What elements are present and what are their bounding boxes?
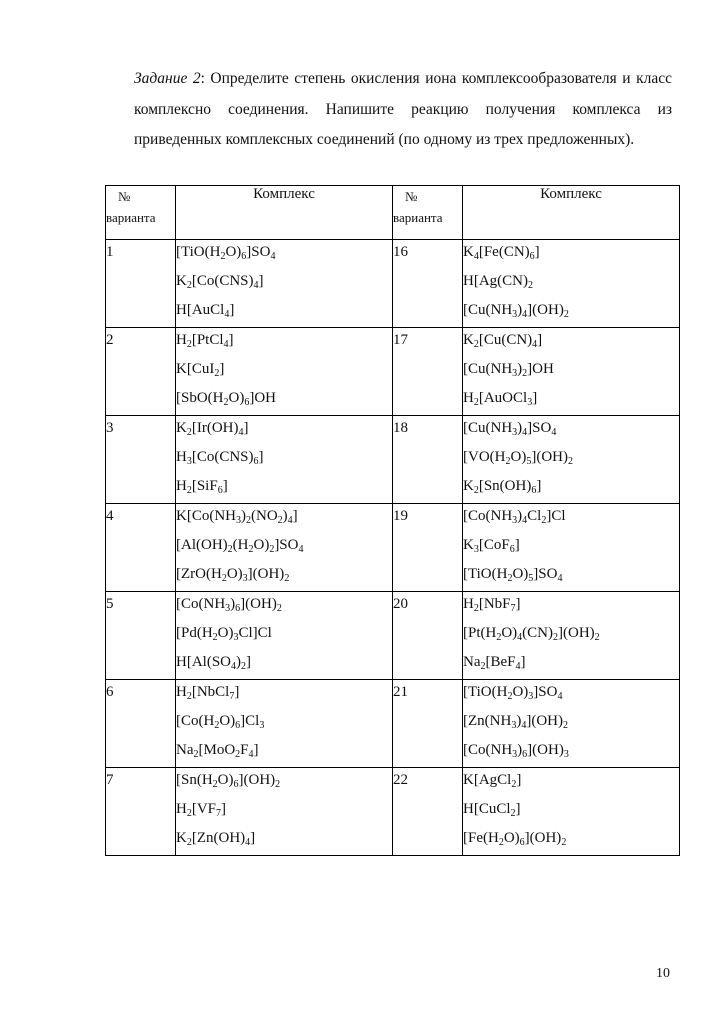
complex-list: [463, 680, 680, 768]
complex-formula: K[CuI$_2$]: [176, 361, 225, 379]
complex-formula: $[Sn(H_2O)_6](OH)_2$: [176, 772, 281, 790]
complex-formula: $H[Al(SO_4)_2]$: [176, 654, 251, 672]
complex-formula: $K_4[Fe(CN)_6]$: [463, 244, 540, 262]
complex-formula: $K_2[Zn(OH)_4]$: [176, 830, 256, 848]
complex-formula: $[Co(NH_3)_4Cl_2]Cl$: [463, 508, 566, 526]
complex-header: Комплекс: [176, 186, 393, 240]
complex-formula: $H_2[NbF_7]$: [463, 596, 521, 614]
complex-formula: $[VO(H_2O)_5](OH)_2$: [463, 449, 573, 467]
variant-number: 19: [393, 504, 463, 592]
table-row: [106, 416, 680, 504]
table-header-row: [106, 186, 680, 240]
complexes-table: [105, 185, 680, 856]
complex-formula: $K_2[Co(CNS)_4]$: [176, 273, 264, 291]
complex-formula: $[Fe(H_2O)_6](OH)_2$: [463, 830, 567, 848]
complex-formula: $[Pd(H_2O)_3Cl]Cl$: [176, 625, 272, 643]
variant-number: 1: [106, 240, 176, 328]
complex-list: [176, 328, 393, 416]
complex-formula: $H[Ag(CN)_2$: [463, 273, 533, 291]
complex-formula: $[Cu(NH_3)_4]SO_4$: [463, 420, 557, 438]
complex-formula: $H_3[Co(CNS)_6]$: [176, 449, 264, 467]
complex-formula: $K_2[Ir(OH)_4]$: [176, 420, 249, 438]
variant-number: 6: [106, 680, 176, 768]
complex-list: [463, 592, 680, 680]
variant-number: 5: [106, 592, 176, 680]
complex-list: [176, 592, 393, 680]
complex-formula: $H_2[AuOCl_3]$: [463, 390, 538, 408]
complex-header: Комплекс: [463, 186, 680, 240]
complex-formula: $K_2[Cu(CN)_4]$: [463, 332, 543, 350]
complex-list: [463, 328, 680, 416]
complex-formula: $H_2[NbCl_7]$: [176, 684, 240, 702]
complex-formula: $K_3[CoF_6]$: [463, 537, 520, 555]
complex-list: [176, 768, 393, 856]
complex-formula: $[Co(NH_3)_6](OH)_2$: [176, 596, 282, 614]
complex-formula: $[Cu(NH_3)_4](OH)_2$: [463, 302, 569, 320]
complex-list: [176, 680, 393, 768]
complex-list: [463, 768, 680, 856]
complex-formula: $[TiO(H_2O)_5]SO_4$: [463, 566, 563, 584]
complex-formula: $H_2[VF_7]$: [176, 801, 227, 819]
complex-list: [176, 240, 393, 328]
complex-formula: $[Co(H_2O)_6]Cl_3$: [176, 713, 265, 731]
variant-number: 22: [393, 768, 463, 856]
complex-list: [176, 504, 393, 592]
complex-formula: $[Cu(NH_3)_2]OH$: [463, 361, 554, 379]
complex-formula: $[ZrO(H_2O)_3](OH)_2$: [176, 566, 290, 584]
variant-number: 20: [393, 592, 463, 680]
complex-formula: $[SbO(H_2O)_6]OH$: [176, 390, 276, 408]
task-text: Определите степень окисления иона комплексообразователя и класс комплексно соединения. Напишите реакцию получения комплекса из приведенных комплексных соединений (по одному из трех предложенных).: [134, 70, 672, 148]
task-paragraph: [134, 64, 672, 156]
complex-list: [463, 504, 680, 592]
complex-formula: $[TiO(H_2O)_6]SO_4$: [176, 244, 276, 262]
complex-formula: $[Pt(H_2O)_4(CN)_2](OH)_2$: [463, 625, 600, 643]
variant-number: 7: [106, 768, 176, 856]
variant-number: 2: [106, 328, 176, 416]
variant-number-header: № варианта: [393, 186, 463, 240]
complex-formula: $[Zn(NH_3)_4](OH)_2$: [463, 713, 568, 731]
table-row: [106, 768, 680, 856]
variant-number: 17: [393, 328, 463, 416]
task-label: Задание 2: [134, 70, 201, 87]
task-colon: :: [200, 70, 205, 87]
complex-formula: $[Al(OH)_2(H_2O)_2]SO_4$: [176, 537, 304, 555]
complex-formula: $[TiO(H_2O)_3]SO_4$: [463, 684, 563, 702]
page-number: 10: [656, 966, 670, 981]
complex-formula: $K_2[Sn(OH)_6]$: [463, 478, 542, 496]
complex-formula: $[Co(NH_3)_6](OH)_3$: [463, 742, 569, 760]
complex-formula: H[AuCl$_4$]: [176, 302, 235, 320]
table-row: [106, 240, 680, 328]
variant-number: 3: [106, 416, 176, 504]
variant-number: 18: [393, 416, 463, 504]
variant-number: 21: [393, 680, 463, 768]
complex-formula: H[CuCl$_2$]: [463, 801, 521, 819]
complex-formula: $K[Co(NH_3)_2(NO_2)_4]$: [176, 508, 298, 526]
complex-list: [463, 240, 680, 328]
table-row: [106, 680, 680, 768]
complex-list: [176, 416, 393, 504]
table-row: [106, 592, 680, 680]
table-row: [106, 328, 680, 416]
complex-formula: K[AgCl$_2$]: [463, 772, 522, 790]
complex-formula: $Na_2[BeF_4]$: [463, 654, 526, 672]
complex-formula: $H_2[SiF_6]$: [176, 478, 228, 496]
variant-number: 16: [393, 240, 463, 328]
table-row: [106, 504, 680, 592]
complex-formula: $H_2[PtCl_4]$: [176, 332, 234, 350]
variant-number-header: № варианта: [106, 186, 176, 240]
complex-list: [463, 416, 680, 504]
variant-number: 4: [106, 504, 176, 592]
complex-formula: $Na_2[MoO_2F_4]$: [176, 742, 259, 760]
